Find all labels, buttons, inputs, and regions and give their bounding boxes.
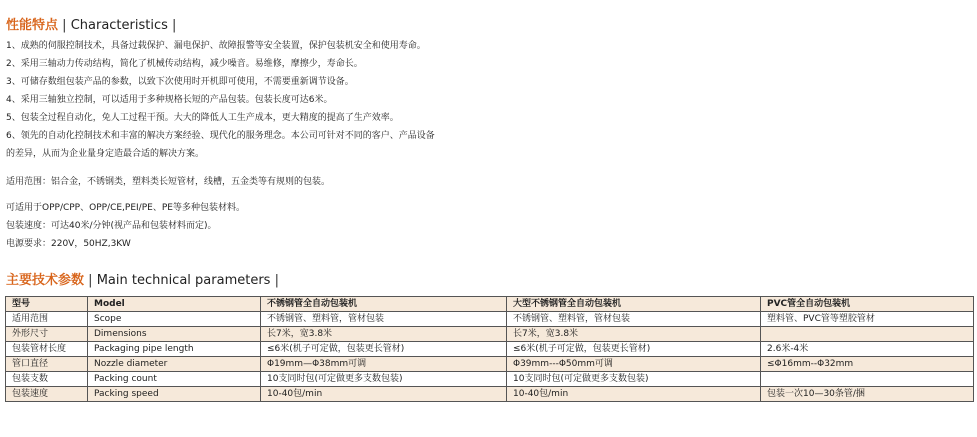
header-cell: Model	[88, 297, 261, 312]
table-cell: 包装速度	[6, 387, 88, 402]
heading-separator-end: |	[274, 273, 279, 288]
table-cell: ≤6米(机子可定做，包装更长管材)	[261, 342, 507, 357]
scope-text: 适用范围：铝合金，不锈钢类，塑料类长短管材，线槽，五金类等有规则的包装。	[6, 177, 331, 187]
table-row	[6, 387, 974, 402]
table-row	[6, 372, 974, 387]
feature-item: 4、采用三轴独立控制，可以适用于多种规格长短的产品包装。包装长度可达6米。	[6, 95, 333, 105]
table-cell: Dimensions	[88, 327, 261, 342]
feature-item: 6、领先的自动化控制技术和丰富的解决方案经验、现代化的服务理念。本公司可针对不同的客户、产品设备	[6, 131, 435, 141]
table-cell: Φ19mm—Φ38mm可调	[261, 357, 507, 372]
table-cell: 管口直径	[6, 357, 88, 372]
table-cell: 长7米，宽3.8米	[261, 327, 507, 342]
feature-item: 的差异，从而为企业量身定造最合适的解决方案。	[6, 149, 205, 159]
heading-en: Characteristics	[70, 18, 168, 33]
table-cell: 不锈钢管、塑料管，管材包装	[261, 312, 507, 327]
table-cell: Scope	[88, 312, 261, 327]
table-cell: Φ39mm---Φ50mm可调	[507, 357, 761, 372]
table-cell: 适用范围	[6, 312, 88, 327]
heading-separator: |	[62, 18, 67, 33]
table-row	[6, 342, 974, 357]
spec-table	[5, 296, 974, 402]
heading-separator-end: |	[172, 18, 177, 33]
table-cell: Packing speed	[88, 387, 261, 402]
table-row	[6, 312, 974, 327]
table-cell: 包装一次10—30条管/捆	[761, 387, 974, 402]
heading-cn: 性能特点	[6, 18, 59, 33]
extra-info	[6, 199, 245, 253]
table-header-row	[6, 297, 974, 312]
parameters-heading	[6, 273, 279, 289]
table-cell: 长7米，宽3.8米	[507, 327, 761, 342]
table-row	[6, 357, 974, 372]
table-cell: 10-40包/min	[261, 387, 507, 402]
heading-en: Main technical parameters	[96, 273, 271, 288]
header-cell: PVC管全自动包装机	[761, 297, 974, 312]
table-cell: 2.6米-4米	[761, 342, 974, 357]
feature-item: 2、采用三轴动力传动结构，简化了机械传动结构，减少噪音。易维修，摩擦少，寿命长。	[6, 59, 363, 69]
table-cell: 10-40包/min	[507, 387, 761, 402]
power-text: 电源要求：220V，50HZ,3KW	[6, 239, 131, 249]
table-cell: Nozzle diameter	[88, 357, 261, 372]
materials-text: 可适用于OPP/CPP、OPP/CE,PEI/PE、PE等多种包装材料。	[6, 203, 245, 213]
header-cell: 型号	[6, 297, 88, 312]
feature-item: 3、可储存数组包装产品的参数，以致下次使用时开机即可使用，不需要重新调节设备。	[6, 77, 354, 87]
table-cell: ≤6米(机子可定做，包装更长管材)	[507, 342, 761, 357]
table-cell: 包装支数	[6, 372, 88, 387]
table-cell: Packing count	[88, 372, 261, 387]
table-cell	[761, 327, 974, 342]
table-cell: 外形尺寸	[6, 327, 88, 342]
heading-cn: 主要技术参数	[6, 273, 85, 288]
speed-text: 包装速度：可达40米/分钟(视产品和包装材料而定)。	[6, 221, 217, 231]
header-cell: 大型不锈钢管全自动包装机	[507, 297, 761, 312]
feature-list	[6, 37, 435, 163]
heading-separator: |	[88, 273, 93, 288]
table-cell: 10支同时包(可定做更多支数包装)	[261, 372, 507, 387]
feature-item: 5、包装全过程自动化，免人工过程干预。大大的降低人工生产成本，更大精度的提高了生产效率。	[6, 113, 399, 123]
table-cell: 塑料管、PVC管等塑胶管材	[761, 312, 974, 327]
table-cell: 不锈钢管、塑料管，管材包装	[507, 312, 761, 327]
characteristics-heading	[6, 18, 176, 34]
table-row	[6, 327, 974, 342]
table-cell	[761, 372, 974, 387]
table-cell: ≤Φ16mm--Φ32mm	[761, 357, 974, 372]
feature-item: 1、成熟的伺服控制技术，具备过载保护、漏电保护、故障报警等安全装置，保护包装机安全和使用寿命。	[6, 41, 426, 51]
header-cell: 不锈钢管全自动包装机	[261, 297, 507, 312]
table-cell: 包装管材长度	[6, 342, 88, 357]
table-cell: Packaging pipe length	[88, 342, 261, 357]
table-cell: 10支同时包(可定做更多支数包装)	[507, 372, 761, 387]
